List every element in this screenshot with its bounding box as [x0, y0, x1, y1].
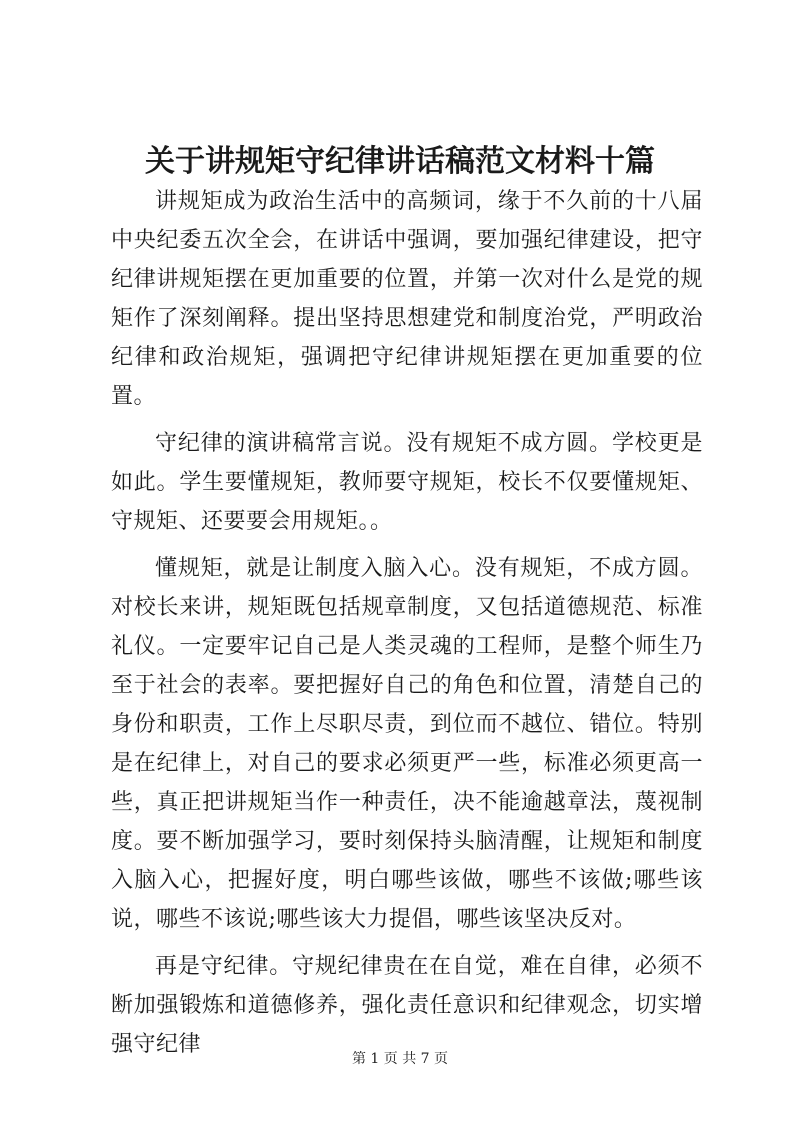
- paragraph: 懂规矩，就是让制度入脑入心。没有规矩，不成方圆。对校长来讲，规矩既包括规章制度，又包括道德规范、标准礼仪。一定要牢记自己是人类灵魂的工程师，是整个师生乃至于社会的表率。要把握好自己的角色和位置，清楚自己的身份和职责，工作上尽职尽责，到位而不越位、错位。特别是在纪律上，对自己的要求必须更严一些，标准必须更高一些，真正把讲规矩当作一种责任，决不能逾越章法，蔑视制度。要不断加强学习，要时刻保持头脑清醒，让规矩和制度入脑入心，把握好度，明白哪些该做，哪些不该做;哪些该说，哪些不该说;哪些该大力提倡，哪些该坚决反对。: [111, 556, 703, 932]
- document-title: 关于讲规矩守纪律讲话稿范文材料十篇: [145, 144, 655, 179]
- paragraph: 守纪律的演讲稿常言说。没有规矩不成方圆。学校更是如此。学生要懂规矩，教师要守规矩，校长不仅要懂规矩、守规矩、还要要会用规矩。。: [111, 431, 703, 534]
- paragraph: 再是守纪律。守规纪律贵在在自觉，难在自律，必须不断加强锻炼和道德修养，强化责任意识和纪律观念，切实增强守纪律: [111, 954, 703, 1057]
- page-number-footer: 第 1 页 共 7 页: [351, 1051, 449, 1067]
- paragraph: 讲规矩成为政治生活中的高频词，缘于不久前的十八届中央纪委五次全会，在讲话中强调，要加强纪律建设，把守纪律讲规矩摆在更加重要的位置，并第一次对什么是党的规矩作了深刻阐释。提出坚持思想建党和制度治党，严明政治纪律和政治规矩，强调把守纪律讲规矩摆在更加重要的位置。: [111, 189, 703, 409]
- document-body: [111, 182, 703, 1064]
